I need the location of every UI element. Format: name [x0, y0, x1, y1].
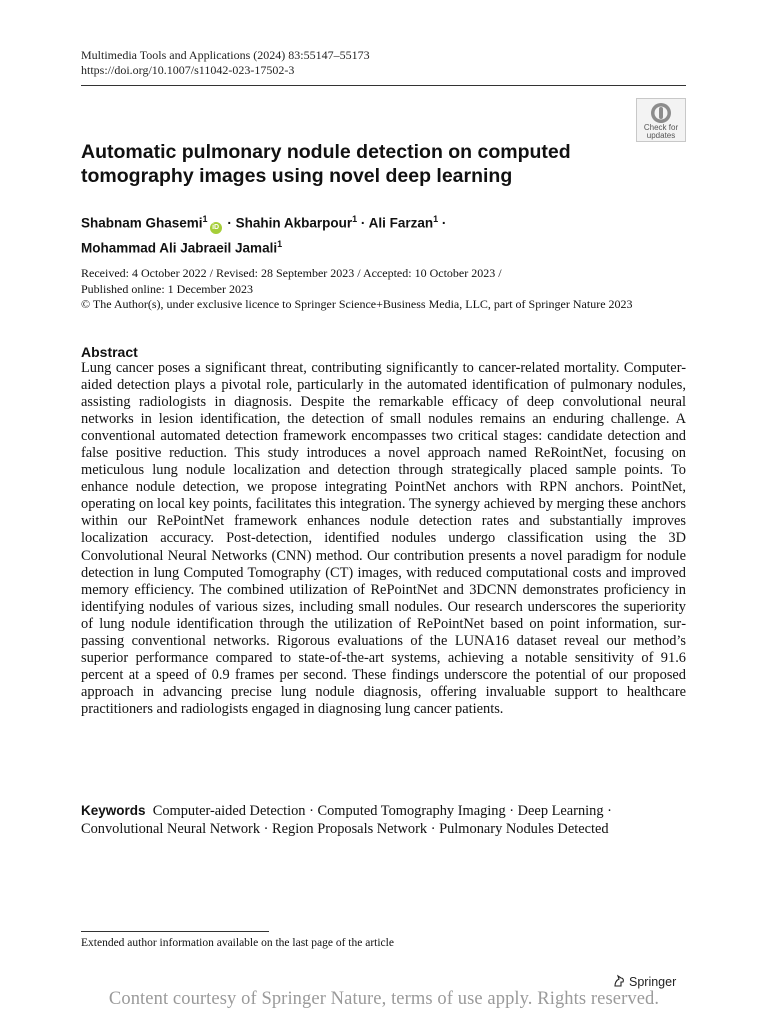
history-dates: Received: 4 October 2022 / Revised: 28 September 2023 / Accepted: 10 October 2023 /	[81, 266, 502, 280]
journal-citation: Multimedia Tools and Applications (2024) 83:55147–55173	[81, 48, 370, 62]
publisher-name: Springer	[629, 975, 677, 989]
author-list	[81, 209, 641, 258]
author-affiliation-mark: 1	[277, 238, 283, 249]
article-history	[81, 266, 686, 313]
check-for-updates-line1: Check for	[643, 123, 679, 132]
footnote: Extended author information available on the last page of the article	[81, 937, 394, 949]
published-online-date: Published online: 1 December 2023	[81, 281, 253, 296]
header-rule	[81, 85, 686, 86]
author-affiliation-mark: 1	[433, 214, 439, 224]
journal-header	[81, 48, 370, 78]
abstract-heading: Abstract	[81, 344, 138, 360]
check-for-updates-badge[interactable]	[636, 98, 686, 142]
copyright-notice: © The Author(s), under exclusive licence to Springer Science+Business Media, LLC, part of Springer Nature 2023	[81, 297, 633, 311]
keywords-section	[81, 802, 686, 838]
author-separator: ·	[223, 215, 236, 231]
keywords-label: Keywords	[81, 803, 146, 818]
author-separator: ·	[357, 215, 369, 231]
author-affiliation-mark: 1	[202, 214, 208, 224]
courtesy-watermark: Content courtesy of Springer Nature, terms of use apply. Rights reserved.	[108, 989, 660, 1009]
springer-horse-icon	[612, 974, 626, 988]
author-name[interactable]: Mohammad Ali Jabraeil Jamali	[81, 240, 278, 255]
author-affiliation-mark: 1	[352, 214, 358, 224]
author-name[interactable]: Ali Farzan	[368, 215, 434, 231]
author-name[interactable]: Shabnam Ghasemi	[81, 215, 203, 231]
check-for-updates-line2: updates	[646, 131, 676, 140]
orcid-icon[interactable]: iD	[210, 222, 222, 234]
article-title: Automatic pulmonary nodule detection on computed tomography images using novel deep learning	[81, 141, 571, 187]
keywords-list: Computer-aided Detection · Computed Tomography Imaging · Deep Learning · Convolutional Neural Network · Region Proposals Network · Pulmonary Nodules Detected	[81, 803, 612, 837]
check-for-updates-icon	[650, 102, 672, 124]
author-separator: ·	[438, 215, 447, 231]
abstract-body: Lung cancer poses a significant threat, contributing significantly to cancer-related mortality. Computer-aided detection plays a pivotal role, particularly in the automated identification of pulmonary nodules, assisting radiologists in diagnosis. Despite the remarkable efficacy of deep convolutional neural networks in lesion identification, the detection of small nodules remains an enduring challenge. A conventional automated detection framework encompasses two critical stages: candidate detection and false positive reduction. This study introduces a novel approach named ReRointNet, focusing on meticulous lung nodule localization and detection through strategically placed sample points. To enhance nodule detection, we propose integrating PointNet anchors with RPN anchors. PointNet, operating on local key points, facilitates this integration. The synergy achieved by merging these anchors within our RePointNet framework enhances nodule detection rates and substantially improves localization accuracy. Post-detection, identified nodules undergo classification using the 3D Convolutional Neural Networks (CNN) method. Our contribution presents a novel paradigm for nodule detection in lung Computed Tomography (CT) images, with reduced computational costs and improved memory efficiency. The combined utilization of RePointNet and 3DCNN demonstrates proficiency in identifying nodules of various sizes, including small nodules. Our research underscores the superiority of lung nodule identification through the utilization of RePointNet based on point information, surpassing conventional networks. Rigorous evaluations of the LUNA16 dataset reveal our method’s superior performance compared to state-of-the-art systems, achieving a notable sensitivity of 91.6 percent at a speed of 0.9 frames per second. These findings underscore the potential of our proposed approach in advancing precise lung nodule diagnosis, offering invaluable support to healthcare practitioners and radiologists engaged in diagnosing lung cancer patients.	[81, 360, 686, 717]
author-name[interactable]: Shahin Akbarpour	[235, 215, 353, 231]
footnote-rule	[81, 931, 269, 932]
doi-link[interactable]: https://doi.org/10.1007/s11042-023-17502-3	[81, 63, 295, 77]
